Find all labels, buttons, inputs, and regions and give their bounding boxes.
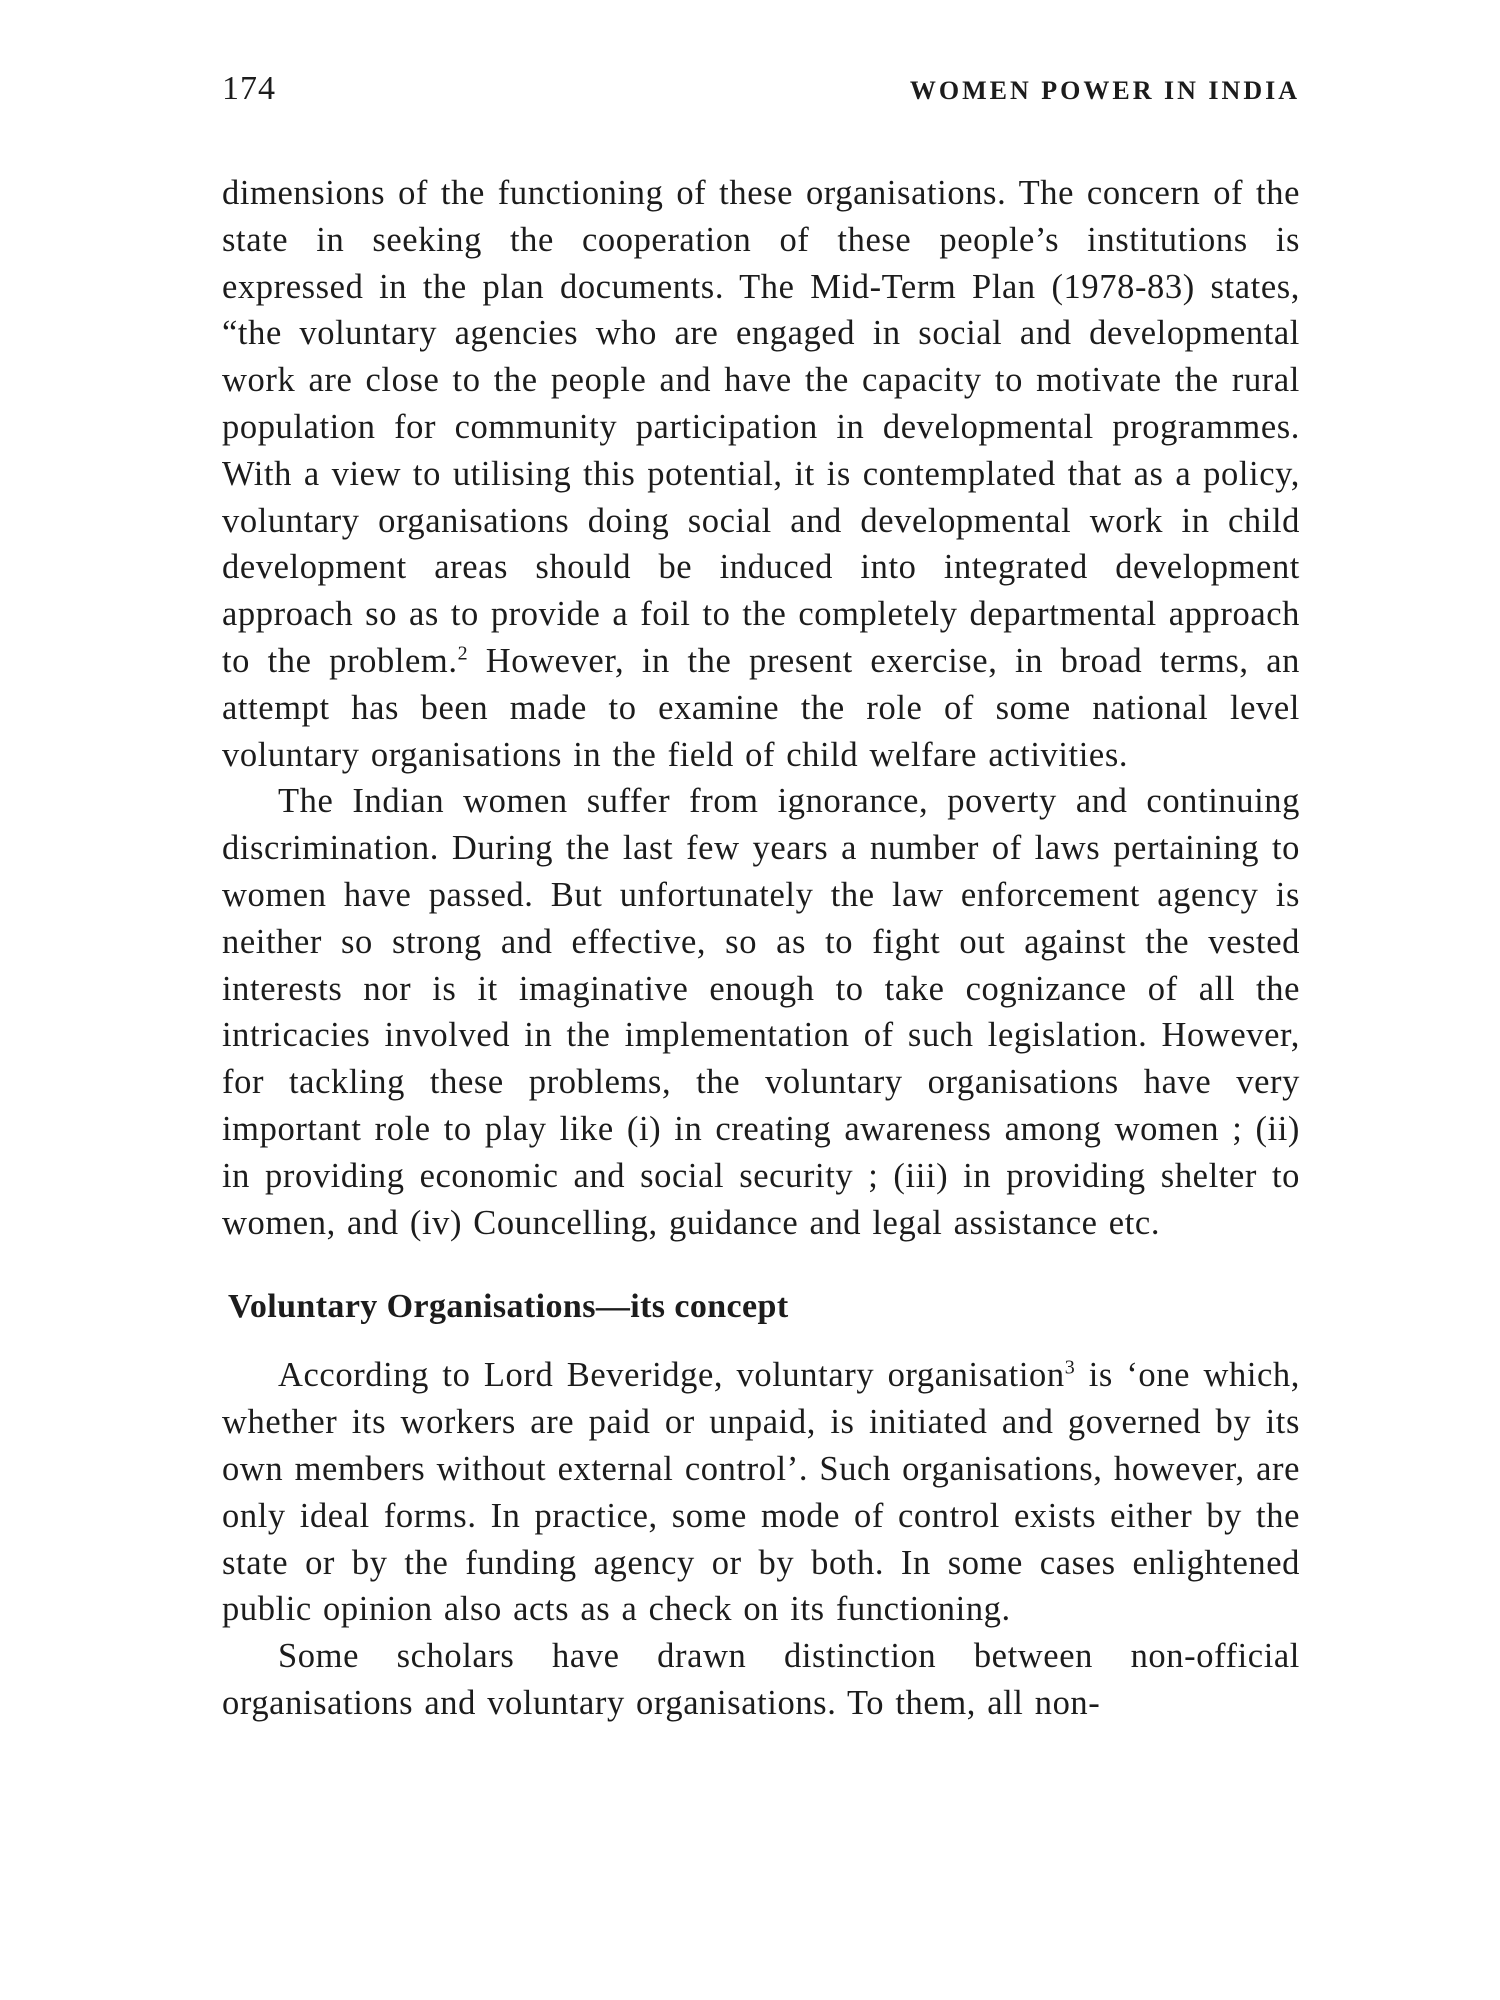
paragraph-text: However, in the present exercise, in broad terms, an attempt has been made to examine the role of some national level voluntary organisations in the field of child welfare activities. xyxy=(222,641,1300,774)
paragraph-text: According to Lord Beveridge, voluntary organisation xyxy=(278,1356,1065,1395)
paragraph-indian-women: The Indian women suffer from ignorance, poverty and continuing discrimination. During the last few years a number of laws pertaining to women have passed. But unfortunately the law enforcement agency is neither so strong and effective, so as to fight out against the vested interests nor is it imaginative enough to take cognizance of all the intricacies involved in the implementation of such legislation. However, for tackling these problems, the voluntary organisations have very important role to play like (i) in creating awareness among women ; (ii) in providing economic and social security ; (iii) in providing shelter to women, and (iv) Councelling, guidance and legal assistance etc. xyxy=(222,782,1300,1242)
footnote-marker: 3 xyxy=(1064,1356,1076,1379)
paragraph-scholars: Some scholars have drawn distinction between non-official organisations and voluntary organisations. To them, all non- xyxy=(222,1637,1300,1722)
book-page xyxy=(222,70,1300,1727)
paragraph-text: is ‘one which, whether its workers are paid or unpaid, is initiated and governed by its own members without external control’. Such organisations, however, are only ideal forms. In practice, some mode of control exists either by the state or by the funding agency or by both. In some cases enlightened public opinion also acts as a check on its functioning. xyxy=(222,1356,1300,1629)
paragraph-continuation xyxy=(222,170,1300,778)
paragraph-beveridge xyxy=(222,1352,1300,1633)
running-header xyxy=(222,70,1300,130)
page-number: 174 xyxy=(222,70,276,107)
running-title: WOMEN POWER IN INDIA xyxy=(909,76,1300,105)
paragraph-text: dimensions of the functioning of these organisations. The concern of the state in seeking the cooperation of these people’s institutions is expressed in the plan documents. The Mid-Term Plan (1978-83) states, “the voluntary agencies who are engaged in social and developmental work are close to the people and have the capacity to motivate the rural population for community participation in developmental programmes. With a view to utilising this potential, it is contemplated that as a policy, voluntary organisations doing social and developmental work in child development areas should be induced into integrated development approach so as to provide a foil to the completely departmental approach to the problem. xyxy=(222,174,1300,680)
section-heading: Voluntary Organisations—its concept xyxy=(228,1288,789,1326)
footnote-marker: 2 xyxy=(457,642,469,665)
